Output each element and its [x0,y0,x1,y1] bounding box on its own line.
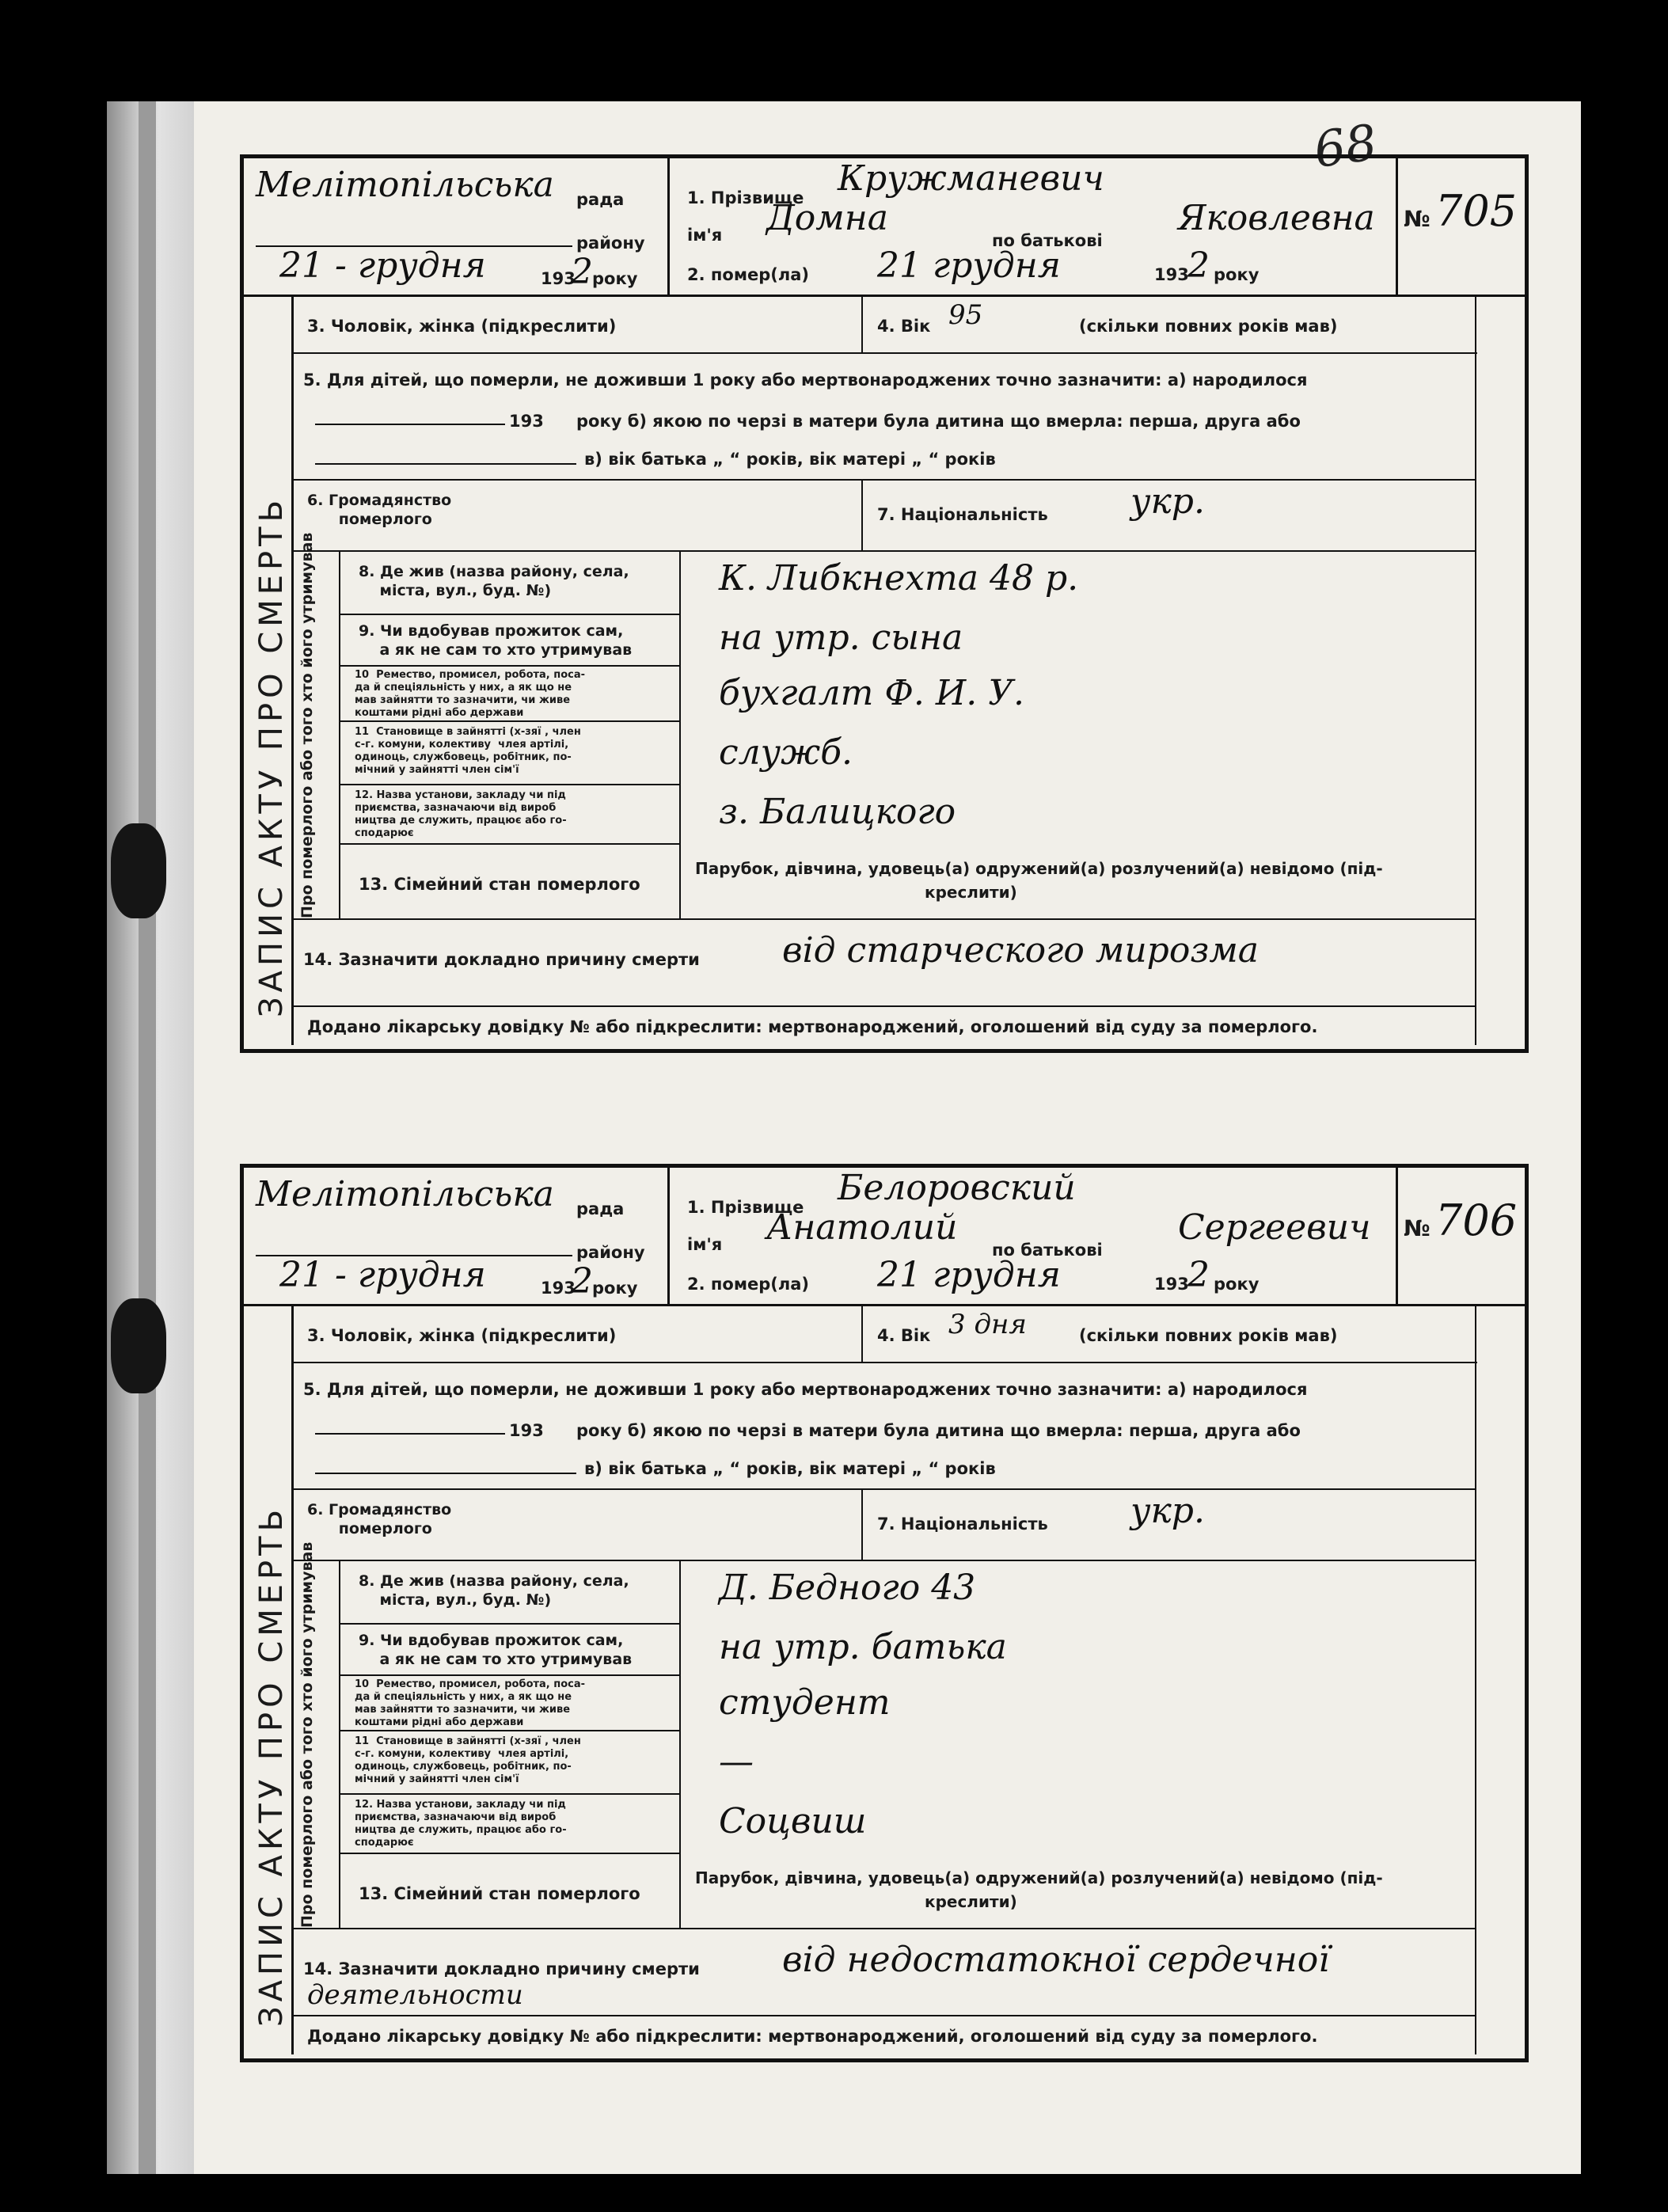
record-number-value: 706 [1435,1195,1518,1245]
cause-of-death-value: від старческого мирозма [782,930,1260,971]
year-prefix-label: 193 [541,1279,576,1298]
death-roku-label: року [1214,1275,1260,1294]
q5-line2: року б) якою по черзі в матери була дитина що вмерла: перша, друга або [576,412,1301,431]
age-value: 3 дня [948,1309,1027,1340]
binding-hole [111,1298,166,1393]
q14-label: 14. Зазначити докладно причину смерти [303,1959,700,1978]
employment-status-value: — [719,1742,754,1782]
residence-value: К. Либкнехта 48 р. [719,558,1079,599]
q14-label: 14. Зазначити докладно причину смерти [303,950,700,969]
record-number-sign: № [1404,206,1431,232]
q6-label: 6. Громадянство померлого [307,1501,452,1537]
surname-label: 1. Прізвище [687,188,804,207]
first-name-value: Домна [766,198,888,238]
q5-line3: в) вік батька „ “ років, вік матері „ “ років [584,450,996,469]
livelihood-value: на утр. батька [719,1627,1007,1667]
death-year-prefix: 193 [1154,1275,1189,1294]
side-subtitle: Про померлого або того хто його утримував [298,532,316,918]
q13-options: Парубок, дівчина, удовець(а) одружений(а) розлучений(а) невідомо (під- [695,859,1383,878]
died-label: 2. помер(ла) [687,1275,810,1294]
q5-year-prefix: 193 [509,1421,544,1440]
q3-label: 3. Чоловік, жінка (підкреслити) [307,317,617,336]
side-title: ЗАПИС АКТУ ПРО СМЕРТЬ [253,495,290,1017]
cause-of-death-continued: деятельности [307,1979,523,2011]
residence-value: Д. Бедного 43 [719,1568,976,1608]
q4-suffix: (скільки повних років мав) [1079,1326,1338,1345]
death-year-value: 2 [1187,245,1210,286]
rada-label: рада [576,1199,625,1218]
rayonu-label: району [576,1243,645,1262]
q4-suffix: (скільки повних років мав) [1079,317,1338,336]
q13-label: 13. Сімейний стан померлого [359,1884,640,1903]
death-record-form-2 [240,1164,1529,2062]
nationality-value: укр. [1130,1491,1205,1531]
livelihood-value: на утр. сына [719,618,963,658]
surname-value: Белоровский [838,1168,1076,1208]
q9-label: 9. Чи вдобував прожиток сам, а як не сам то хто утримував [359,622,633,659]
death-year-value: 2 [1187,1255,1210,1295]
death-roku-label: року [1214,265,1260,284]
nationality-value: укр. [1130,481,1205,522]
q10-label: 10 Ремество, промисел, робота, поса- да й спеціяльність у них, а як що не мав зайнятти то зазначити, чи живе коштами рідні або держави [355,1678,586,1728]
occupation-value: студент [719,1682,891,1723]
patronymic-value: Сергеевич [1178,1207,1371,1248]
q12-label: 12. Назва установи, закладу чи під приємства, зазначаючи від вироб ництва де служить, працює або го- сподарює [355,1799,567,1849]
workplace-value: з. Балицкого [719,792,956,832]
q13-options-2: креслити) [925,883,1017,902]
occupation-value: бухгалт Ф. И. У. [719,673,1025,713]
roku-label: року [592,269,638,288]
patronymic-label: по батькові [992,231,1103,250]
name-label: ім'я [687,1235,723,1254]
name-label: ім'я [687,226,723,245]
surname-value: Кружманевич [838,158,1104,199]
employment-status-value: служб. [719,732,853,773]
q5-year-prefix: 193 [509,412,544,431]
age-value: 95 [948,299,983,331]
q7-label: 7. Національність [877,1515,1048,1534]
died-label: 2. помер(ла) [687,265,810,284]
patronymic-value: Яковлевна [1178,198,1375,238]
footer-label: Додано лікарську довідку № або підкреслити: мертвонароджений, оголошений від суду за померлого. [307,1017,1318,1036]
q3-label: 3. Чоловік, жінка (підкреслити) [307,1326,617,1345]
registration-year-value: 2 [571,1261,593,1302]
patronymic-label: по батькові [992,1241,1103,1260]
q13-label: 13. Сімейний стан померлого [359,875,640,894]
side-subtitle: Про померлого або того хто його утримував [298,1541,316,1928]
q5-line3: в) вік батька „ “ років, вік матері „ “ років [584,1459,996,1478]
village-council-value: Мелітопільська [256,1174,554,1214]
cause-of-death-value: від недостатокної сердечної [782,1940,1330,1980]
village-council-value: Мелітопільська [256,165,554,205]
registration-date-value: 21 - грудня [279,245,486,286]
q13-options: Парубок, дівчина, удовець(а) одружений(а) розлучений(а) невідомо (під- [695,1868,1383,1887]
binding-strip [139,101,156,2174]
side-title: ЗАПИС АКТУ ПРО СМЕРТЬ [253,1504,290,2027]
surname-label: 1. Прізвище [687,1198,804,1217]
q13-options-2: креслити) [925,1892,1017,1911]
record-number-value: 705 [1435,186,1518,236]
death-record-form-1 [240,154,1529,1053]
archive-page-number: 68 [1310,112,1381,180]
q10-label: 10 Ремество, промисел, робота, поса- да й спеціяльність у них, а як що не мав зайнятти то зазначити, чи живе коштами рідні або держави [355,669,586,719]
registration-year-value: 2 [571,252,593,292]
registration-date-value: 21 - грудня [279,1255,486,1295]
q9-label: 9. Чи вдобував прожиток сам, а як не сам то хто утримував [359,1632,633,1668]
record-number-sign: № [1404,1215,1431,1241]
death-date-value: 21 грудня [877,245,1061,286]
death-year-prefix: 193 [1154,265,1189,284]
roku-label: року [592,1279,638,1298]
q6-label: 6. Громадянство померлого [307,492,452,528]
q4-label: 4. Вік [877,317,931,336]
q7-label: 7. Національність [877,505,1048,524]
q4-label: 4. Вік [877,1326,931,1345]
q8-label: 8. Де жив (назва району, села, міста, вул., буд. №) [359,563,629,599]
q11-label: 11 Становище в зайнятті (х-зяї , член с-г. комуни, колективу члея артілі, одиноць, службовець, робітник, по- мічний у зайнятті член сім'ї [355,1735,581,1785]
q5-line1: 5. Для дітей, що померли, не доживши 1 року або мертвонароджених точно зазначити: а) народилося [303,371,1308,390]
death-date-value: 21 грудня [877,1255,1061,1295]
footer-label: Додано лікарську довідку № або підкреслити: мертвонароджений, оголошений від суду за померлого. [307,2027,1318,2046]
first-name-value: Анатолий [766,1207,958,1248]
rada-label: рада [576,190,625,209]
binding-hole [111,823,166,918]
q8-label: 8. Де жив (назва району, села, міста, вул., буд. №) [359,1572,629,1609]
q5-line2: року б) якою по черзі в матери була дитина що вмерла: перша, друга або [576,1421,1301,1440]
year-prefix-label: 193 [541,269,576,288]
q12-label: 12. Назва установи, закладу чи під приємства, зазначаючи від вироб ництва де служить, працює або го- сподарює [355,789,567,839]
workplace-value: Соцвиш [719,1801,867,1841]
q11-label: 11 Становище в зайнятті (х-зяї , член с-г. комуни, колективу члея артілі, одиноць, службовець, робітник, по- мічний у зайнятті член сім'ї [355,726,581,776]
rayonu-label: району [576,234,645,253]
q5-line1: 5. Для дітей, що померли, не доживши 1 року або мертвонароджених точно зазначити: а) народилося [303,1380,1308,1399]
